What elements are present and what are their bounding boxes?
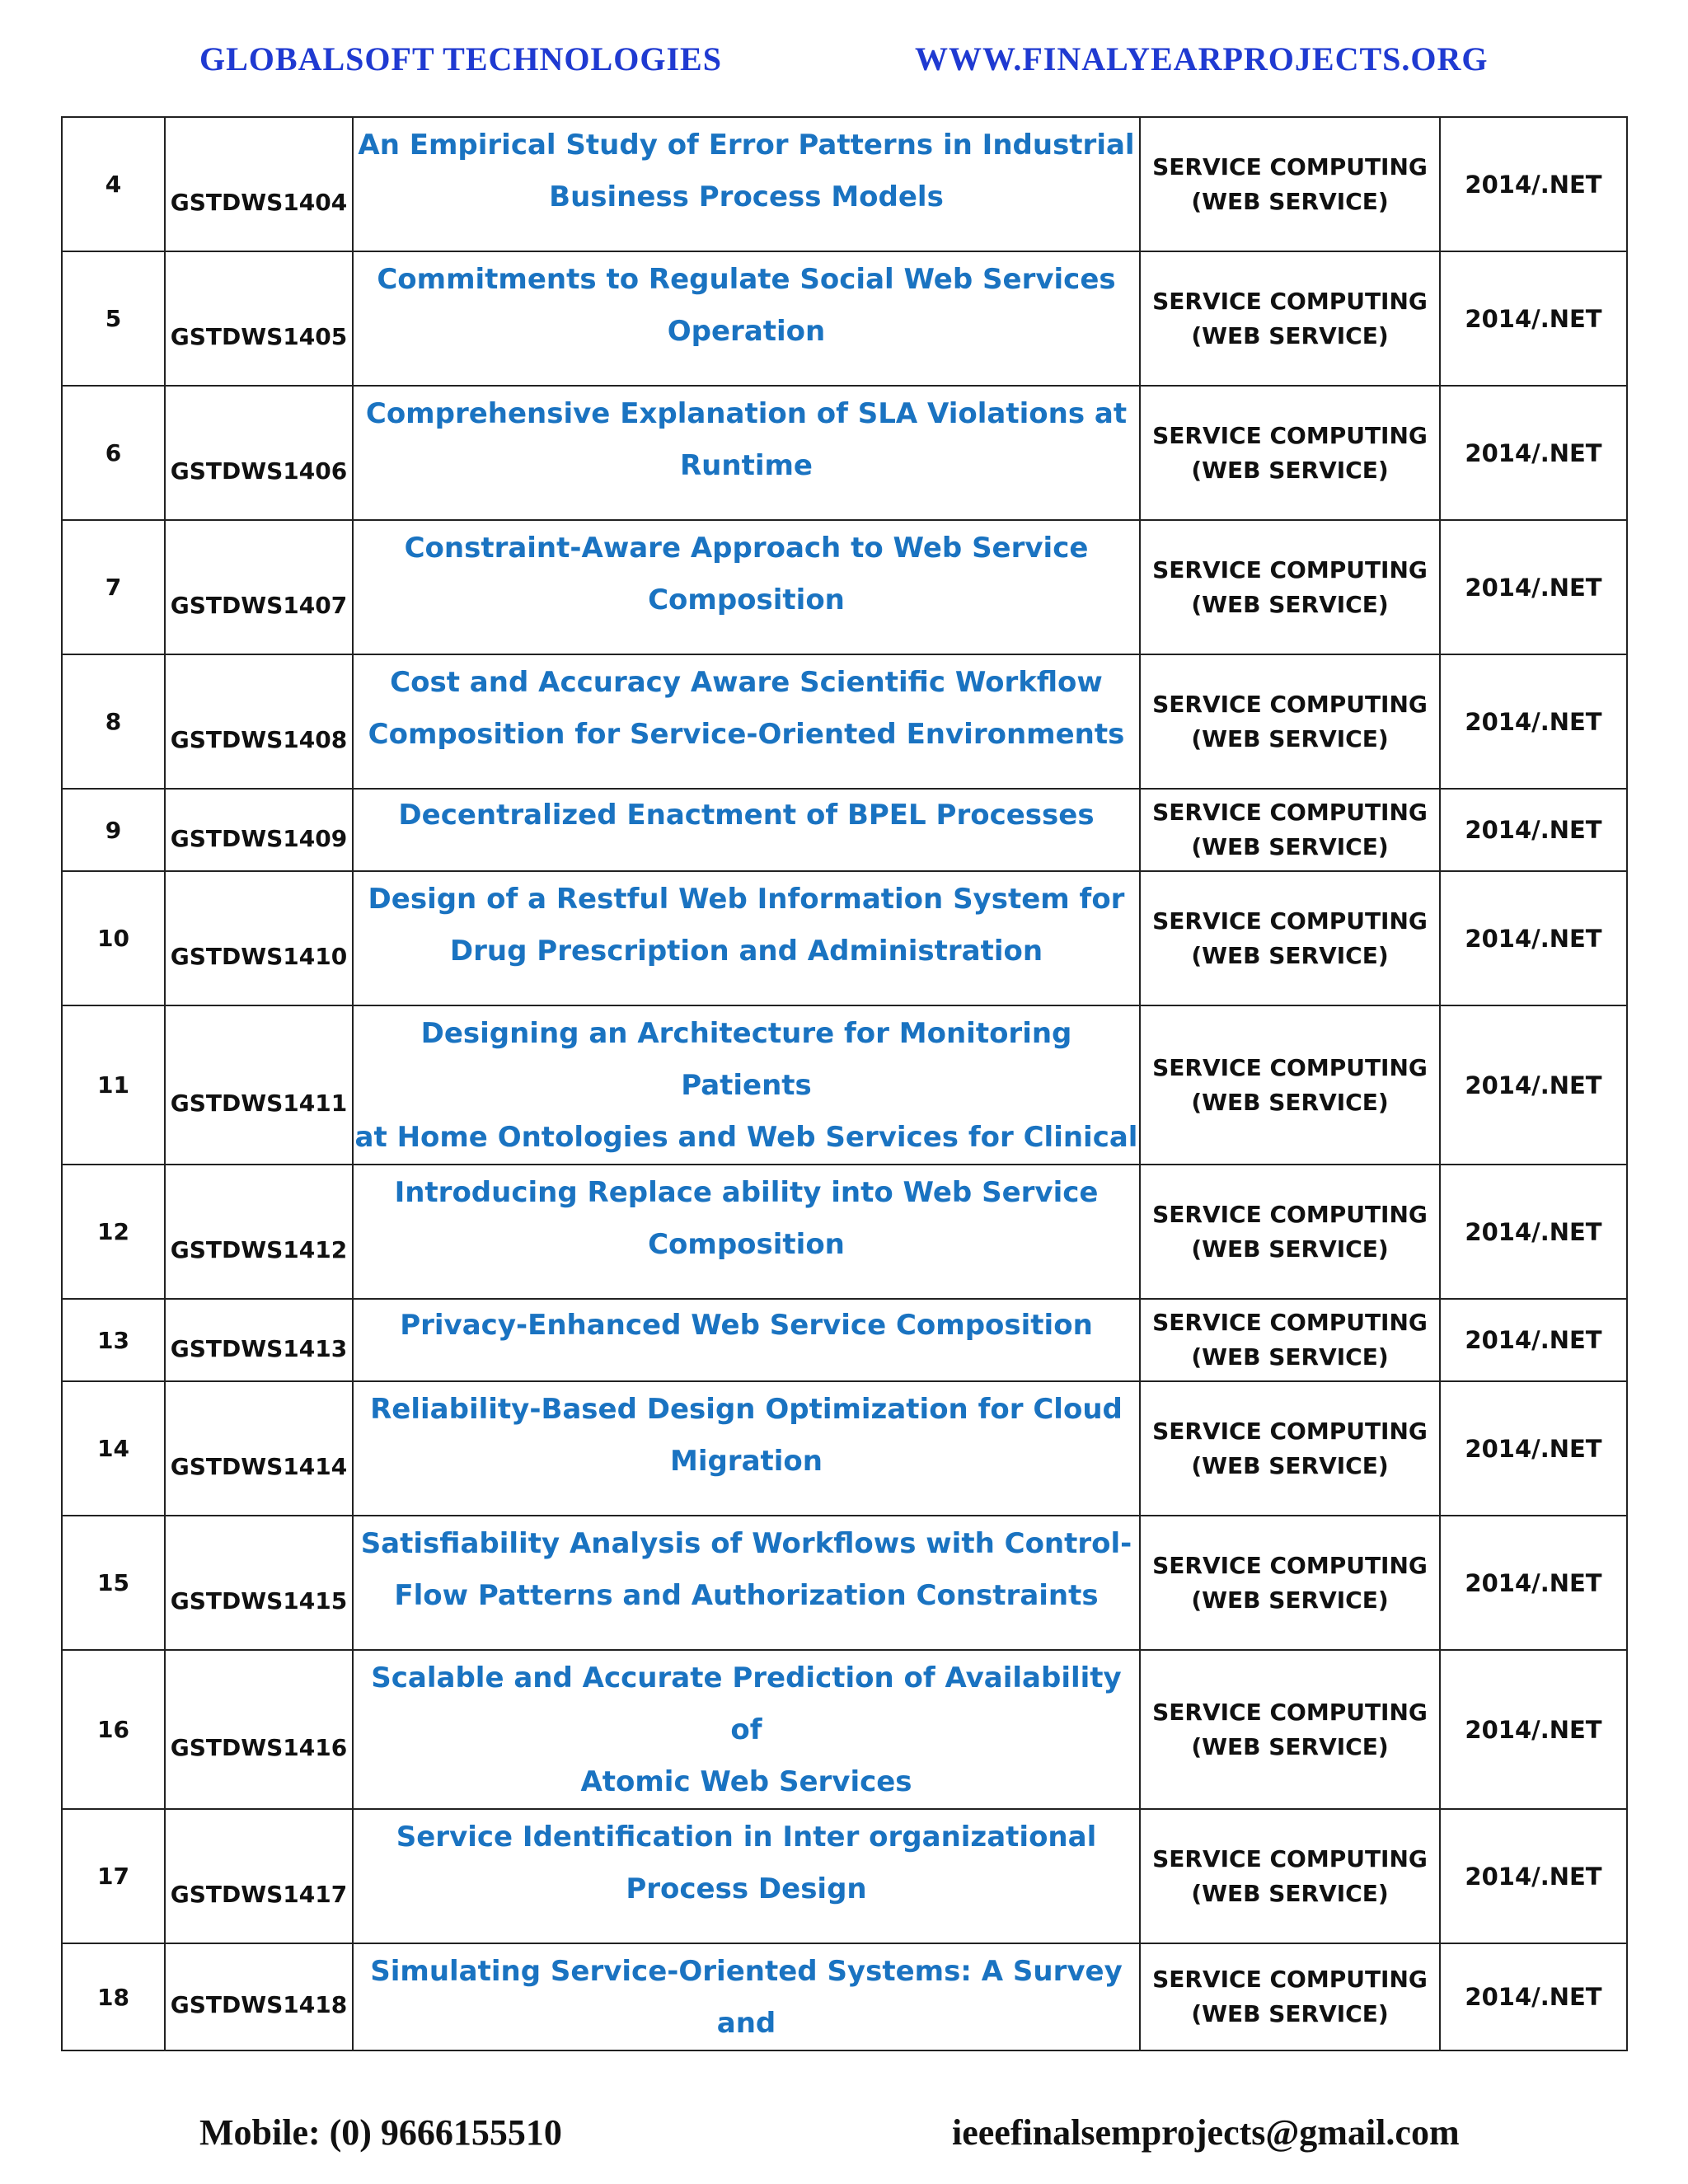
project-title-line: Business Process Models — [549, 180, 944, 213]
project-domain — [1140, 1943, 1440, 2050]
footer-mobile: Mobile: (0) 9666155510 — [199, 2112, 562, 2153]
page-header — [0, 33, 1688, 82]
project-domain-line: SERVICE COMPUTING — [1152, 1200, 1428, 1228]
row-number: 7 — [62, 520, 165, 654]
project-domain — [1140, 1516, 1440, 1650]
project-year-tech: 2014/.NET — [1440, 1516, 1627, 1650]
project-title — [353, 1516, 1140, 1650]
project-code: GSTDWS1409 — [165, 789, 353, 871]
table-row — [62, 1809, 1627, 1943]
project-title-line: at Home Ontologies and Web Services for Clinical — [354, 1121, 1138, 1154]
row-number: 17 — [62, 1809, 165, 1943]
project-title — [353, 1809, 1140, 1943]
project-domain-line: SERVICE COMPUTING — [1152, 1551, 1428, 1579]
row-number: 9 — [62, 789, 165, 871]
table-row — [62, 1165, 1627, 1299]
table-row — [62, 654, 1627, 789]
project-domain-line: SERVICE COMPUTING — [1152, 1844, 1428, 1872]
project-title — [353, 251, 1140, 386]
project-year-tech: 2014/.NET — [1440, 654, 1627, 789]
project-title-line: Cost and Accuracy Aware Scientific Workflow — [390, 666, 1103, 699]
project-title — [353, 1650, 1140, 1809]
project-code: GSTDWS1405 — [165, 251, 353, 386]
project-year-tech: 2014/.NET — [1440, 871, 1627, 1005]
project-domain — [1140, 789, 1440, 871]
company-name: GLOBALSOFT TECHNOLOGIES — [199, 40, 722, 77]
project-title-line: Designing an Architecture for Monitoring Patients — [420, 1017, 1072, 1102]
project-year-tech: 2014/.NET — [1440, 1299, 1627, 1381]
project-domain — [1140, 1650, 1440, 1809]
project-title-line: Satisfiability Analysis of Workflows with Control- — [360, 1527, 1132, 1560]
project-domain-line: SERVICE COMPUTING — [1152, 287, 1428, 315]
project-domain — [1140, 1381, 1440, 1516]
project-domain — [1140, 654, 1440, 789]
project-code: GSTDWS1412 — [165, 1165, 353, 1299]
project-title — [353, 117, 1140, 251]
project-title-line: Atomic Web Services — [580, 1765, 912, 1798]
table-row — [62, 789, 1627, 871]
project-domain-line: (WEB SERVICE) — [1191, 456, 1389, 484]
project-domain-line: SERVICE COMPUTING — [1152, 690, 1428, 718]
table-row — [62, 871, 1627, 1005]
project-title-line: Decentralized Enactment of BPEL Processes — [398, 799, 1095, 832]
project-domain-line: (WEB SERVICE) — [1191, 1586, 1389, 1614]
project-code: GSTDWS1413 — [165, 1299, 353, 1381]
project-year-tech: 2014/.NET — [1440, 789, 1627, 871]
table-row — [62, 1299, 1627, 1381]
project-domain — [1140, 1005, 1440, 1165]
project-title-line: An Empirical Study of Error Patterns in Industrial — [358, 129, 1135, 162]
project-domain-line: (WEB SERVICE) — [1191, 1451, 1389, 1479]
table-row — [62, 117, 1627, 251]
row-number: 15 — [62, 1516, 165, 1650]
project-title-line: Migration — [669, 1445, 823, 1478]
row-number: 10 — [62, 871, 165, 1005]
table-row — [62, 1943, 1627, 2050]
project-title-line: Runtime — [680, 449, 813, 482]
project-domain-line: (WEB SERVICE) — [1191, 1879, 1389, 1907]
project-domain-line: (WEB SERVICE) — [1191, 1343, 1389, 1371]
project-title-line: Privacy-Enhanced Web Service Composition — [400, 1309, 1093, 1342]
row-number: 13 — [62, 1299, 165, 1381]
project-title — [353, 789, 1140, 871]
project-domain-line: (WEB SERVICE) — [1191, 724, 1389, 752]
project-title-line: Reliability-Based Design Optimization for Cloud — [370, 1393, 1123, 1426]
project-domain-line: SERVICE COMPUTING — [1152, 1053, 1428, 1081]
project-title — [353, 654, 1140, 789]
project-domain-line: SERVICE COMPUTING — [1152, 1417, 1428, 1445]
project-title — [353, 1943, 1140, 2050]
project-code: GSTDWS1407 — [165, 520, 353, 654]
page-footer — [0, 2111, 1688, 2161]
company-website: WWW.FINALYEARPROJECTS.ORG — [915, 40, 1489, 77]
project-domain-line: SERVICE COMPUTING — [1152, 152, 1428, 180]
project-year-tech: 2014/.NET — [1440, 1005, 1627, 1165]
row-number: 4 — [62, 117, 165, 251]
project-title-line: Composition — [648, 583, 845, 616]
row-number: 16 — [62, 1650, 165, 1809]
project-domain — [1140, 520, 1440, 654]
table-row — [62, 1005, 1627, 1165]
project-title-line: Commitments to Regulate Social Web Services — [377, 263, 1116, 296]
project-domain — [1140, 251, 1440, 386]
project-table-body — [62, 117, 1627, 2050]
project-title-line: Design of a Restful Web Information System for — [368, 883, 1125, 916]
project-domain-line: (WEB SERVICE) — [1191, 1732, 1389, 1760]
project-code: GSTDWS1415 — [165, 1516, 353, 1650]
project-domain-line: (WEB SERVICE) — [1191, 1235, 1389, 1263]
row-number: 14 — [62, 1381, 165, 1516]
project-year-tech: 2014/.NET — [1440, 1943, 1627, 2050]
project-year-tech: 2014/.NET — [1440, 520, 1627, 654]
project-title — [353, 520, 1140, 654]
project-title-line: Scalable and Accurate Prediction of Availability of — [371, 1661, 1122, 1746]
project-domain — [1140, 1165, 1440, 1299]
project-year-tech: 2014/.NET — [1440, 1165, 1627, 1299]
project-domain-line: SERVICE COMPUTING — [1152, 1309, 1428, 1336]
project-domain-line: SERVICE COMPUTING — [1152, 1698, 1428, 1726]
project-code: GSTDWS1417 — [165, 1809, 353, 1943]
table-row — [62, 1381, 1627, 1516]
project-code: GSTDWS1411 — [165, 1005, 353, 1165]
project-title-line: Drug Prescription and Administration — [449, 935, 1043, 968]
project-title — [353, 871, 1140, 1005]
table-row — [62, 251, 1627, 386]
project-year-tech: 2014/.NET — [1440, 1809, 1627, 1943]
row-number: 6 — [62, 386, 165, 520]
project-domain-line: (WEB SERVICE) — [1191, 2000, 1389, 2027]
project-title-line: Comprehensive Explanation of SLA Violations at — [365, 397, 1128, 430]
project-year-tech: 2014/.NET — [1440, 117, 1627, 251]
project-title-line: Simulating Service-Oriented Systems: A Survey and — [370, 1955, 1123, 2040]
project-domain-line: (WEB SERVICE) — [1191, 187, 1389, 215]
project-title-line: Introducing Replace ability into Web Service — [394, 1176, 1099, 1209]
table-row — [62, 1650, 1627, 1809]
project-domain-line: SERVICE COMPUTING — [1152, 555, 1428, 583]
project-domain — [1140, 1809, 1440, 1943]
project-title — [353, 1299, 1140, 1381]
project-domain-line: (WEB SERVICE) — [1191, 1088, 1389, 1116]
project-table — [61, 116, 1628, 2051]
project-domain-line: (WEB SERVICE) — [1191, 941, 1389, 969]
project-domain — [1140, 386, 1440, 520]
table-row — [62, 386, 1627, 520]
project-domain — [1140, 117, 1440, 251]
project-domain-line: (WEB SERVICE) — [1191, 590, 1389, 618]
project-domain-line: SERVICE COMPUTING — [1152, 799, 1428, 826]
project-title — [353, 386, 1140, 520]
project-year-tech: 2014/.NET — [1440, 1381, 1627, 1516]
row-number: 5 — [62, 251, 165, 386]
project-domain-line: SERVICE COMPUTING — [1152, 1966, 1428, 1993]
project-domain-line: SERVICE COMPUTING — [1152, 421, 1428, 449]
project-title-line: Constraint-Aware Approach to Web Service — [404, 532, 1089, 565]
project-title — [353, 1005, 1140, 1165]
project-domain-line: (WEB SERVICE) — [1191, 833, 1389, 860]
footer-email: ieeefinalsemprojects@gmail.com — [952, 2112, 1460, 2153]
row-number: 18 — [62, 1943, 165, 2050]
project-domain — [1140, 1299, 1440, 1381]
row-number: 8 — [62, 654, 165, 789]
project-year-tech: 2014/.NET — [1440, 1650, 1627, 1809]
table-row — [62, 1516, 1627, 1650]
table-row — [62, 520, 1627, 654]
project-year-tech: 2014/.NET — [1440, 251, 1627, 386]
project-domain-line: (WEB SERVICE) — [1191, 321, 1389, 349]
project-year-tech: 2014/.NET — [1440, 386, 1627, 520]
project-title-line: Process Design — [626, 1872, 867, 1905]
project-title-line: Flow Patterns and Authorization Constraints — [394, 1579, 1099, 1612]
project-title — [353, 1165, 1140, 1299]
project-title-line: Operation — [667, 315, 826, 348]
project-title — [353, 1381, 1140, 1516]
project-title-line: Composition for Service-Oriented Environments — [368, 718, 1125, 751]
project-code: GSTDWS1416 — [165, 1650, 353, 1809]
project-code: GSTDWS1408 — [165, 654, 353, 789]
project-title-line: Service Identification in Inter organizational — [396, 1821, 1097, 1854]
project-code: GSTDWS1406 — [165, 386, 353, 520]
project-code: GSTDWS1418 — [165, 1943, 353, 2050]
project-code: GSTDWS1410 — [165, 871, 353, 1005]
row-number: 11 — [62, 1005, 165, 1165]
project-title-line: Composition — [648, 1228, 845, 1261]
row-number: 12 — [62, 1165, 165, 1299]
project-code: GSTDWS1404 — [165, 117, 353, 251]
project-domain-line: SERVICE COMPUTING — [1152, 907, 1428, 935]
project-domain — [1140, 871, 1440, 1005]
project-code: GSTDWS1414 — [165, 1381, 353, 1516]
